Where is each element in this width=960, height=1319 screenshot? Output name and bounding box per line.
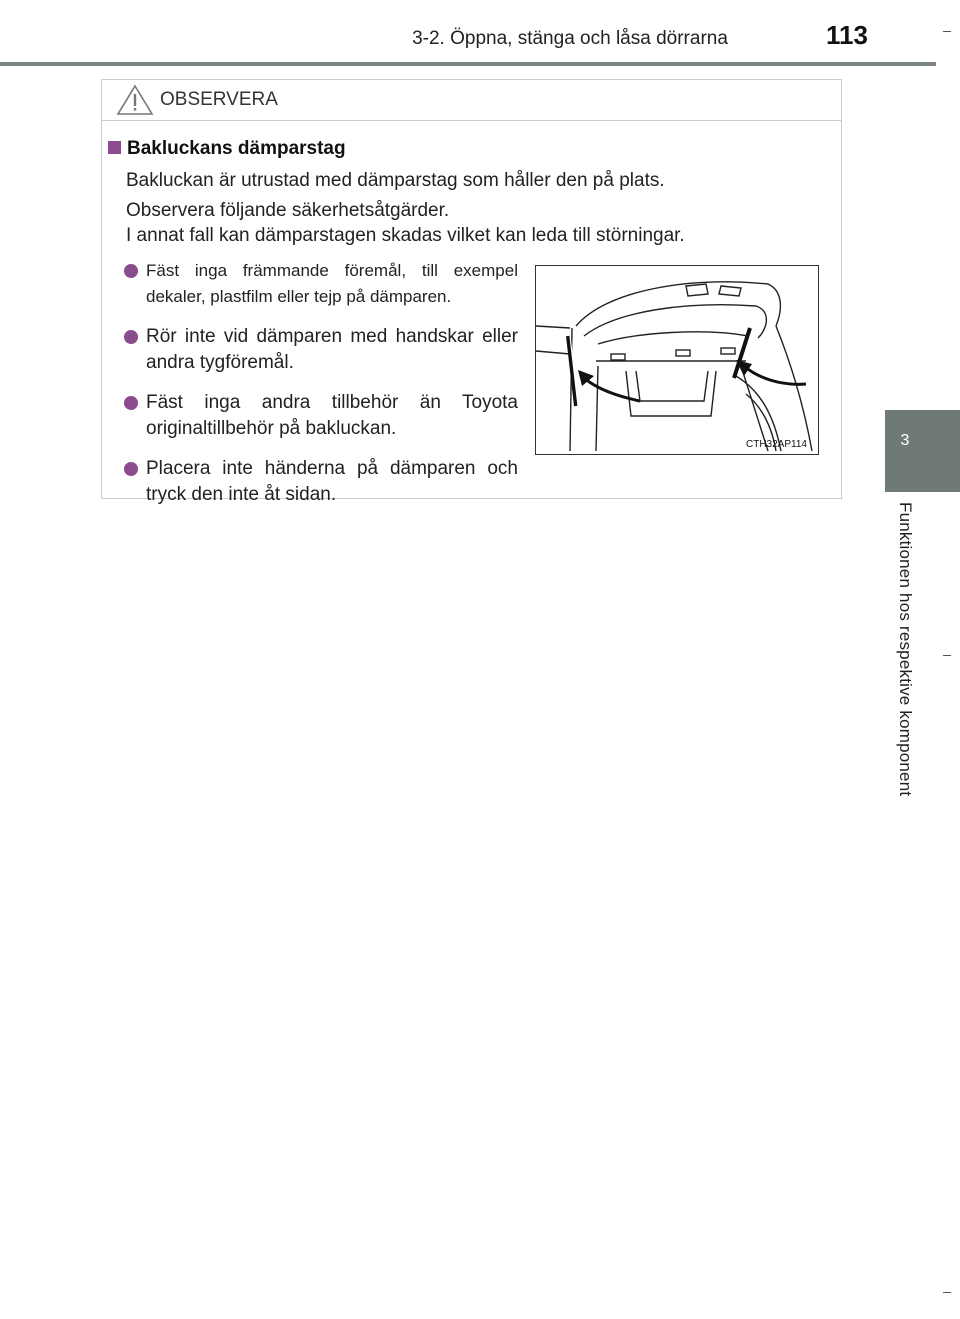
tailgate-illustration [535,265,819,455]
page-number: 113 [826,20,868,50]
paragraph: Bakluckan är utrustad med dämparstag som håller den på plats. [126,170,665,191]
bullet-list [124,258,518,522]
list-item: Rör inte vid dämparen med handskar eller andra tygföremål. [124,324,518,376]
list-item: Fäst inga andra tillbehör än Toyota originaltillbehör på bakluckan. [124,390,518,442]
crop-mark [943,31,951,32]
chapter-label: Funktionen hos respektive komponent [896,502,915,797]
crop-mark [943,1292,951,1293]
header-rule [0,62,936,66]
header-section-title: 3-2. Öppna, stänga och låsa dörrarna [412,28,728,49]
paragraph: I annat fall kan dämparstagen skadas vilket kan leda till störningar. [126,225,685,246]
list-item: Fäst inga främmande föremål, till exempel dekaler, plastfilm eller tejp på dämparen. [124,258,518,310]
open-tailgate-drawing [536,266,820,456]
bullet-dot-icon [124,264,138,278]
caution-header [102,80,841,121]
bullet-dot-icon [124,396,138,410]
caution-box [101,79,842,505]
section-heading: Bakluckans dämparstag [108,138,346,160]
crop-mark [943,655,951,656]
bullet-dot-icon [124,330,138,344]
caution-title: OBSERVERA [160,89,278,110]
paragraph: Observera följande säkerhetsåtgärder. [126,200,450,221]
square-bullet-icon [108,141,121,154]
list-item: Placera inte händerna på dämparen och tryck den inte åt sidan. [124,456,518,508]
chapter-tab [885,410,960,492]
warning-triangle-icon [116,84,154,116]
chapter-number: 3 [900,432,910,449]
bullet-dot-icon [124,462,138,476]
illustration-code: CTH32AP114 [746,439,807,450]
